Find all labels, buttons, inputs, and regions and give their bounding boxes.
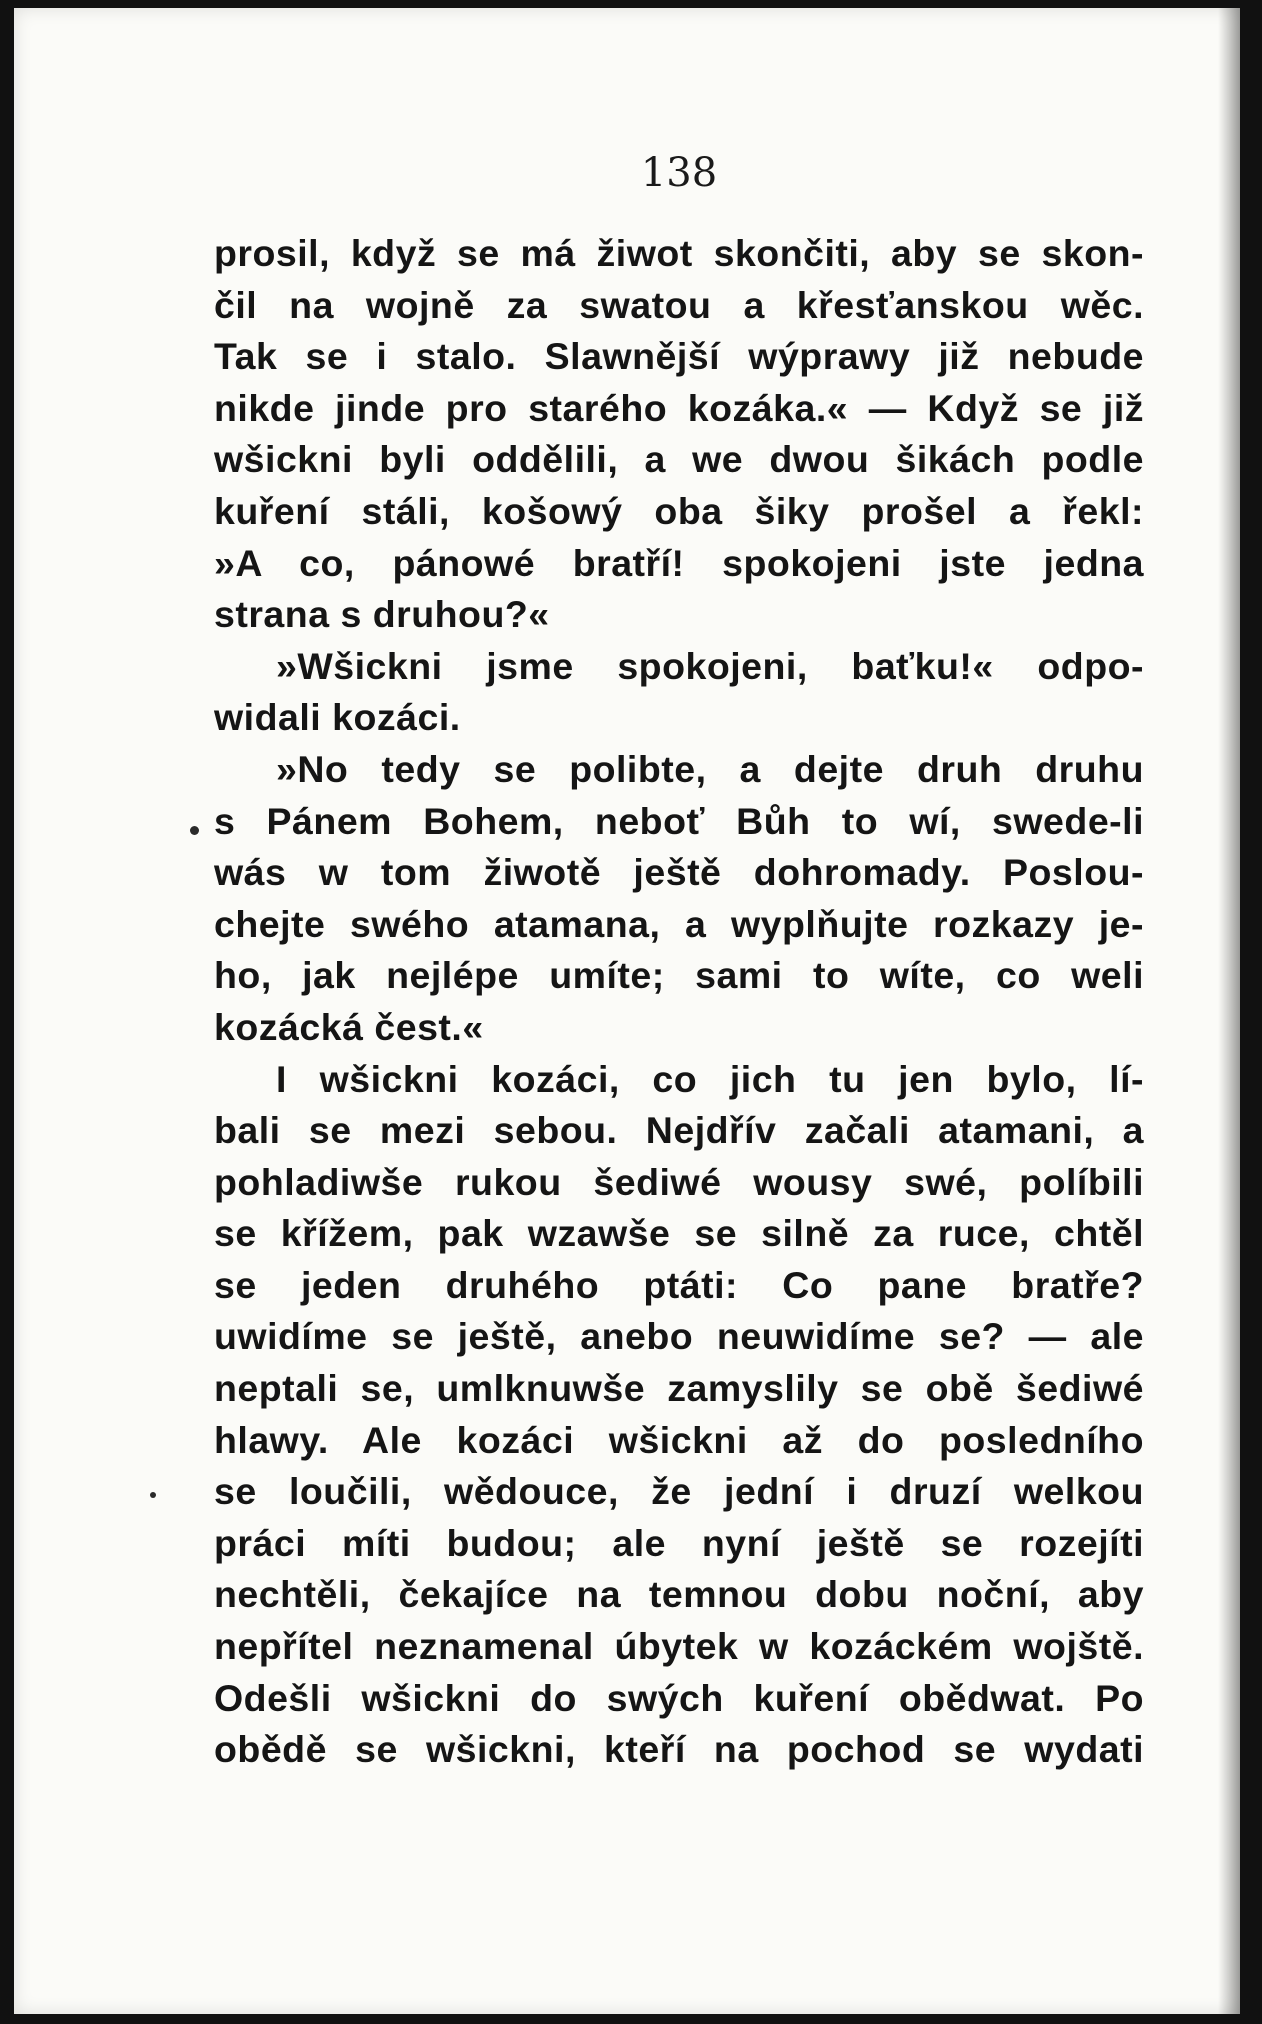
text-line: Odešli wšickni do swých kuření obědwat. Po (214, 1676, 1144, 1719)
text-line: kuření stáli, košowý oba šiky prošel a řekl: (214, 489, 1144, 532)
text-line: widali kozáci. (214, 696, 461, 739)
text-line: čil na wojně za swatou a křesťanskou wěc. (214, 283, 1144, 326)
text-line: chejte swého atamana, a wyplňujte rozkazy je- (214, 902, 1144, 945)
text-line: obědě se wšickni, kteří na pochod se wydati (214, 1728, 1144, 1771)
text-line: kozácká čest.« (214, 1005, 484, 1048)
text-line: wšickni byli oddělili, a we dwou šikách podle (214, 438, 1144, 481)
text-line: s Pánem Bohem, neboť Bůh to wí, swede-li (214, 799, 1144, 842)
text-line: I wšickni kozáci, co jich tu jen bylo, lí- (276, 1057, 1144, 1100)
text-line: »No tedy se polibte, a dejte druh druhu (276, 747, 1144, 790)
text-line: pohladiwše rukou šediwé wousy swé, políbili (214, 1160, 1144, 1203)
margin-mark (190, 826, 199, 835)
text-line: se loučili, wědouce, že jední i druzí welkou (214, 1470, 1144, 1513)
body-text (214, 228, 1144, 1776)
text-line: Tak se i stalo. Slawnější wýprawy již nebude (214, 335, 1144, 378)
text-line: se křížem, pak wzawše se silně za ruce, chtěl (214, 1212, 1144, 1255)
text-line: wás w tom žiwotě ještě dohromady. Poslou- (214, 851, 1144, 894)
text-line: bali se mezi sebou. Nejdřív začali atamani, a (214, 1109, 1144, 1152)
text-line: strana s druhou?« (214, 593, 550, 636)
text-line: nikde jinde pro starého kozáka.« — Když se již (214, 386, 1144, 429)
text-line: nechtěli, čekajíce na temnou dobu noční, aby (214, 1573, 1144, 1616)
page-edge-shadow (1218, 8, 1240, 2014)
text-line: »A co, pánowé bratří! spokojeni jste jedna (214, 541, 1144, 584)
text-line: uwidíme se ještě, anebo neuwidíme se? — ale (214, 1315, 1144, 1358)
text-line: se jeden druhého ptáti: Co pane bratře? (214, 1263, 1144, 1306)
text-line: ho, jak nejlépe umíte; sami to wíte, co weli (214, 954, 1144, 997)
text-line: hlawy. Ale kozáci wšickni až do posledního (214, 1418, 1144, 1461)
text-line: prosil, když se má žiwot skončiti, aby se skon- (214, 232, 1144, 274)
margin-mark (150, 1492, 156, 1498)
text-line: »Wšickni jsme spokojeni, baťku!« odpo- (276, 644, 1144, 687)
text-line: práci míti budou; ale nyní ještě se rozejíti (214, 1521, 1144, 1564)
book-page (14, 8, 1240, 2014)
page-number: 138 (640, 150, 718, 196)
text-line: neptali se, umlknuwše zamyslily se obě šediwé (214, 1367, 1144, 1410)
text-line: nepřítel neznamenal úbytek w kozáckém wojště. (214, 1625, 1144, 1668)
